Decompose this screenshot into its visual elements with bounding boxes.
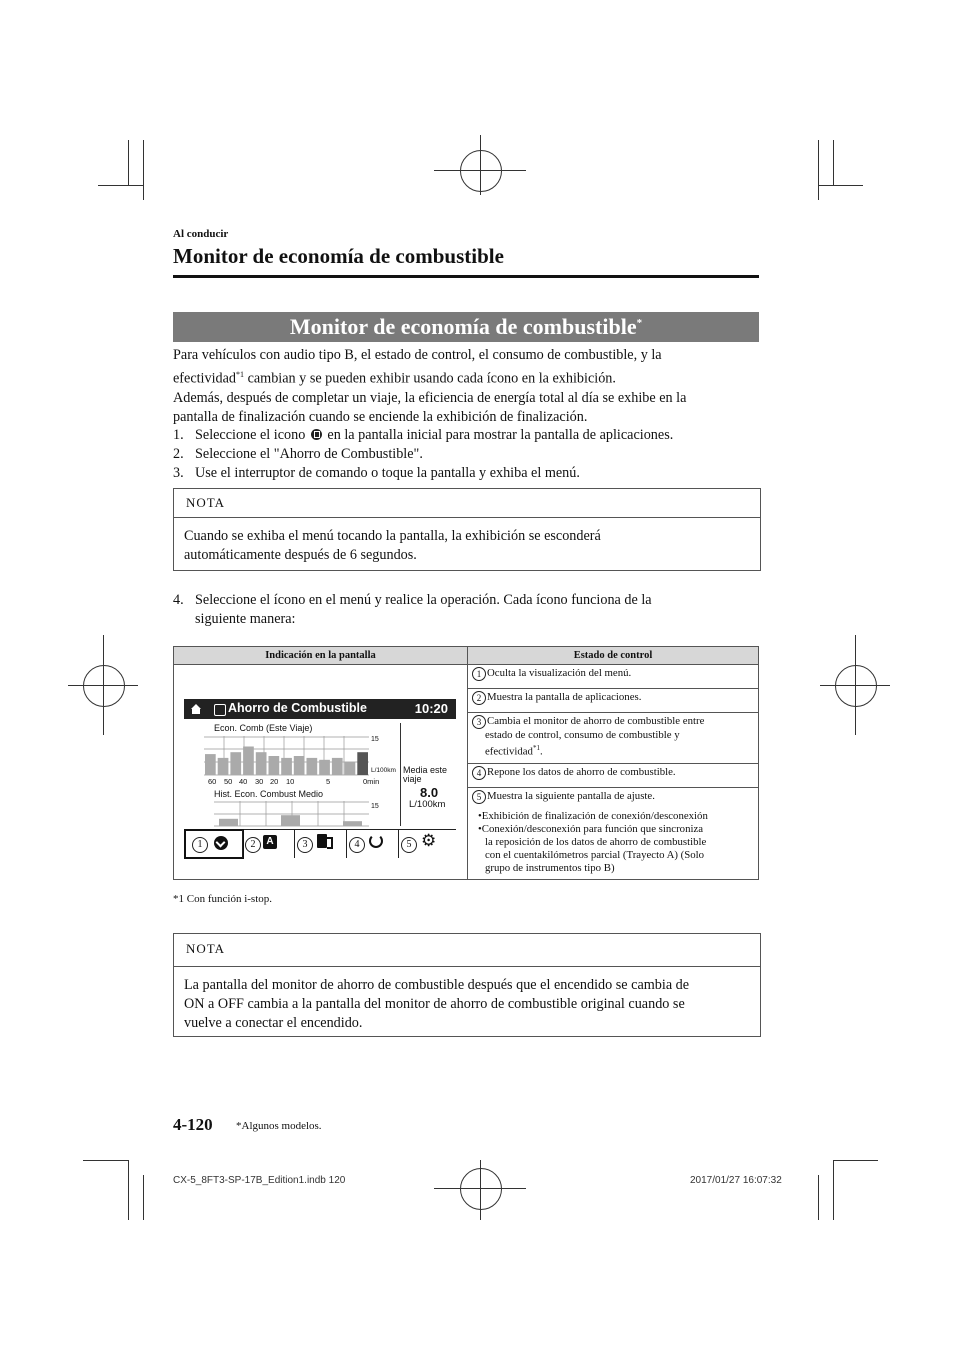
note-box <box>173 933 761 1037</box>
step-text: Use el interruptor de comando o toque la pantalla y exhiba el menú. <box>195 465 580 481</box>
trip-bar <box>345 762 356 775</box>
page-title: Monitor de economía de combustible <box>173 244 504 268</box>
screen-header <box>184 699 456 719</box>
home-icon-base <box>192 709 200 714</box>
reset-button[interactable] <box>346 830 399 858</box>
steps-list <box>173 426 759 483</box>
note-heading: NOTA <box>174 934 760 967</box>
step-text: Seleccione el ícono en el menú y realice la operación. Cada ícono funciona de la <box>195 592 652 608</box>
state-cell <box>468 763 759 787</box>
chart2-title: Hist. Econ. Combust Medio <box>214 789 324 799</box>
registration-mark <box>103 635 104 735</box>
step-text: Seleccione el icono <box>195 427 306 443</box>
state-text: . <box>539 745 543 758</box>
footnote-ref: *1 <box>236 370 245 379</box>
switch-monitor-button[interactable] <box>294 830 347 858</box>
crop-mark <box>818 1175 819 1220</box>
step-number: 3. <box>173 465 184 481</box>
controls-table <box>173 646 759 880</box>
intro-line: pantalla de finalización cuando se enciende la exhibición de finalización. <box>173 408 588 425</box>
crop-mark <box>818 185 863 186</box>
trip-bar <box>357 752 368 775</box>
intro-line: Para vehículos con audio tipo B, el estado de control, el consumo de combustible, y la <box>173 347 662 363</box>
step-text: Seleccione el "Ahorro de Combustible". <box>195 446 423 462</box>
refresh-icon <box>369 834 383 848</box>
print-file-name: CX-5_8FT3-SP-17B_Edition1.indb 120 <box>173 1175 346 1186</box>
settings-button[interactable] <box>398 830 457 858</box>
screen-time: 10:20 <box>414 701 448 716</box>
trip-bar <box>294 756 305 775</box>
note-line: vuelve a conectar el encendido. <box>184 1015 363 1031</box>
print-timestamp: 2017/01/27 16:07:32 <box>690 1175 782 1186</box>
x-tick: 5 <box>326 777 331 786</box>
registration-mark <box>83 665 125 707</box>
trip-chart <box>204 736 369 776</box>
callout-3: 3 <box>297 837 313 853</box>
intro-line <box>173 365 759 389</box>
trip-bar <box>243 747 254 776</box>
avg-divider <box>400 723 401 826</box>
note-heading: NOTA <box>174 489 760 518</box>
state-text: Muestra la pantalla de aplicaciones. <box>487 691 642 703</box>
chart1-title: Econ. Comb (Este Viaje) <box>214 723 313 733</box>
section-label: Al conducir <box>173 228 229 240</box>
unit-label: L/100km <box>371 767 396 774</box>
bullet-text: Conexión/desconexión para función que sincroniza <box>481 822 704 835</box>
bullet-text: con el cuentakilómetros parcial (Trayecto A) (Solo <box>485 848 705 861</box>
bullet-item: •Conexión/desconexión para función que sincroniza <box>478 822 704 835</box>
column-header: Estado de control <box>468 647 759 665</box>
chart1-max-label: 15 <box>371 736 379 743</box>
avg-label <box>403 766 447 784</box>
note-body <box>174 967 760 1033</box>
trip-bar <box>230 752 241 775</box>
registration-mark <box>835 665 877 707</box>
trip-bar <box>256 752 267 775</box>
table-header-row <box>174 647 759 665</box>
callout-2: 2 <box>472 691 486 705</box>
fuel-pump-hose <box>327 837 333 849</box>
footnote: *1 Con función i-stop. <box>173 893 272 905</box>
callout-2: 2 <box>245 837 261 853</box>
note-line: automáticamente después de 6 segundos. <box>184 547 417 563</box>
hide-menu-button[interactable] <box>184 829 244 859</box>
crop-mark <box>83 1160 128 1161</box>
crop-mark <box>143 140 144 200</box>
callout-4: 4 <box>472 766 486 780</box>
crop-mark <box>818 140 819 200</box>
step-text: en la pantalla inicial para mostrar la pantalla de aplicaciones. <box>327 427 674 443</box>
x-tick: 30 <box>255 777 264 786</box>
callout-5: 5 <box>401 837 417 853</box>
applications-icon <box>311 429 322 440</box>
step-text: siguiente manera: <box>195 611 296 627</box>
footnote-ref: *1 <box>532 744 540 752</box>
registration-mark <box>855 635 856 735</box>
history-bar <box>281 815 300 826</box>
x-tick: 50 <box>224 777 233 786</box>
trip-bar <box>281 758 292 775</box>
avg-value: 8.0 <box>420 785 439 800</box>
crop-mark <box>143 1175 144 1220</box>
step-item <box>173 464 759 483</box>
state-text: estado de control, consumo de combustible y <box>485 729 680 741</box>
state-cell <box>468 787 759 879</box>
trip-bar <box>332 758 343 775</box>
note-line: Cuando se exhiba el menú tocando la pantalla, la exhibición se esconderá <box>184 528 601 544</box>
x-tick: 10 <box>286 777 295 786</box>
screen-cell <box>174 665 468 880</box>
x-tick: 0min <box>363 777 380 786</box>
step-number: 4. <box>173 592 184 608</box>
step-number: 2. <box>173 446 184 462</box>
callout-1: 1 <box>472 667 486 681</box>
callout-3: 3 <box>472 715 486 729</box>
app-a-icon: A <box>263 835 277 849</box>
column-header: Indicación en la pantalla <box>174 647 468 665</box>
bullet-text: la reposición de los datos de ahorro de combustible <box>485 835 707 848</box>
fuel-app-icon <box>214 704 226 716</box>
avg-label-line: viaje <box>403 774 422 784</box>
intro-line: Además, después de completar un viaje, la eficiencia de energía total al día se exhibe en la <box>173 389 687 406</box>
history-bar <box>219 819 238 826</box>
history-chart <box>214 801 369 827</box>
banner-title: Monitor de economía de combustible <box>289 314 637 339</box>
bullet-text: grupo de instrumentos tipo B) <box>485 861 615 874</box>
state-text: Cambia el monitor de ahorro de combustible entre <box>487 715 705 727</box>
step-item <box>173 426 759 445</box>
state-line <box>472 715 754 729</box>
note-box <box>173 488 761 571</box>
x-tick: 40 <box>239 777 248 786</box>
menu-bar <box>184 829 456 858</box>
chart2-max-label: 15 <box>371 803 379 810</box>
callout-5: 5 <box>472 790 486 804</box>
fuel-pump-icon <box>317 834 327 848</box>
registration-mark <box>460 150 502 192</box>
trip-bar <box>218 758 229 775</box>
state-cell <box>468 665 759 689</box>
intro-paragraph <box>173 346 759 427</box>
banner-asterisk: * <box>636 317 643 329</box>
state-line <box>472 742 754 759</box>
avg-label-line: Media este <box>403 765 448 775</box>
callout-4: 4 <box>349 837 365 853</box>
applications-button[interactable] <box>242 830 295 858</box>
crop-mark <box>128 140 129 185</box>
x-tick: 20 <box>270 777 279 786</box>
table-row <box>174 665 759 689</box>
note-line: La pantalla del monitor de ahorro de combustible después que el encendido se cambia de <box>184 977 690 993</box>
callout-1: 1 <box>192 837 208 853</box>
state-cell <box>468 713 759 764</box>
bullet-item: •Exhibición de finalización de conexión/desconexión <box>478 809 708 822</box>
title-rule <box>173 275 759 278</box>
intro-text: cambian y se pueden exhibir usando cada ícono en la exhibición. <box>244 370 616 387</box>
state-text: Repone los datos de ahorro de combustible. <box>487 765 676 778</box>
crop-mark <box>128 1160 129 1220</box>
state-text: Oculta la visualización del menú. <box>487 667 632 679</box>
state-text: efectividad <box>485 745 533 758</box>
fuel-economy-screen <box>184 699 456 857</box>
x-tick: 60 <box>208 777 217 786</box>
registration-mark <box>480 135 481 195</box>
note-line: ON a OFF cambia a la pantalla del monitor de ahorro de combustible original cuando se <box>184 996 685 1012</box>
gear-icon: ⚙ <box>421 831 437 850</box>
crop-mark <box>833 1160 834 1220</box>
registration-mark <box>460 1168 502 1210</box>
chevron-down-icon <box>214 836 228 850</box>
trip-bar <box>307 758 318 775</box>
trip-bar <box>319 760 330 775</box>
crop-mark <box>833 140 834 185</box>
page-number: 4-120 <box>173 1115 213 1134</box>
state-line <box>472 790 754 804</box>
trip-bar <box>269 756 280 775</box>
state-text: Muestra la siguiente pantalla de ajuste. <box>487 789 655 802</box>
section-banner <box>173 312 759 342</box>
crop-mark <box>98 185 143 186</box>
trip-bar <box>205 754 216 775</box>
note-body <box>174 518 760 565</box>
avg-unit: L/100km <box>409 799 446 810</box>
bullet-text: Exhibición de finalización de conexión/desconexión <box>481 809 708 822</box>
registration-mark <box>480 1160 481 1220</box>
screen-title: Ahorro de Combustible <box>228 701 367 715</box>
state-cell <box>468 689 759 713</box>
step-item <box>173 591 759 629</box>
step-line <box>173 591 759 610</box>
intro-text: efectividad <box>173 370 237 387</box>
models-note: *Algunos modelos. <box>236 1120 322 1132</box>
history-bar <box>343 821 362 826</box>
crop-mark <box>833 1160 878 1161</box>
step-item <box>173 445 759 464</box>
step-number: 1. <box>173 427 184 443</box>
